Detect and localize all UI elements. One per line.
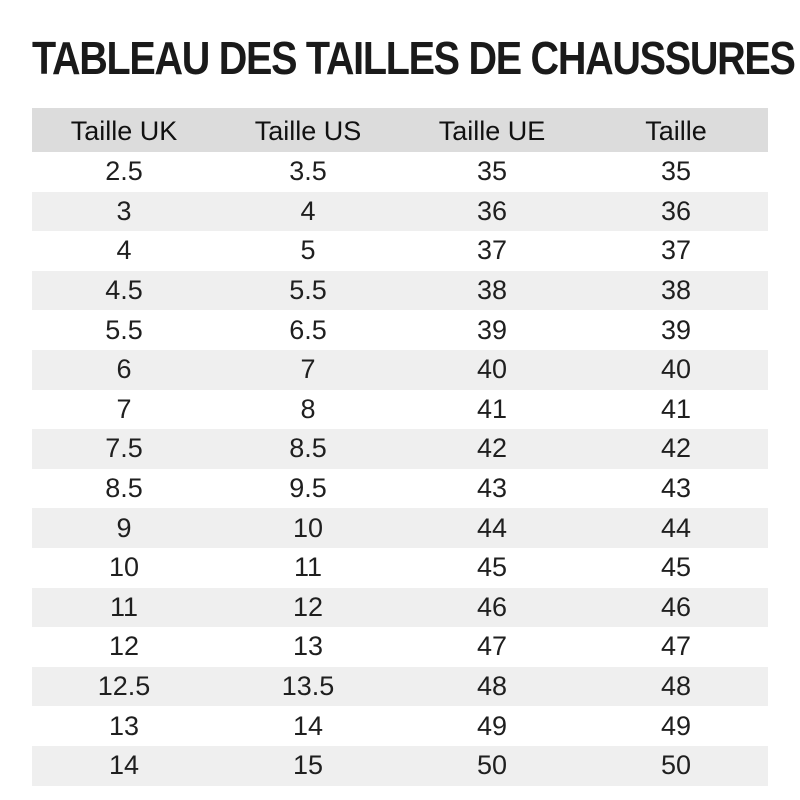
cell-size: 38 — [660, 275, 692, 306]
cell-uk: 3 — [116, 195, 132, 226]
table-row — [32, 350, 768, 390]
table-row — [32, 548, 768, 588]
cell-us: 3.5 — [289, 156, 327, 187]
cell-eu: 43 — [476, 473, 508, 504]
table-row — [32, 390, 768, 430]
cell-uk: 11 — [109, 591, 139, 622]
cell-eu: 36 — [476, 195, 508, 226]
cell-us: 8.5 — [289, 433, 327, 464]
cell-size: 37 — [660, 235, 692, 266]
cell-eu: 37 — [476, 235, 508, 266]
table-row — [32, 192, 768, 232]
table-row — [32, 627, 768, 667]
cell-us: 9.5 — [289, 473, 327, 504]
cell-size: 45 — [660, 552, 692, 583]
cell-us: 5.5 — [289, 275, 327, 306]
cell-uk: 10 — [108, 552, 140, 583]
page-title: TABLEAU DES TAILLES DE CHAUSSURES — [32, 32, 795, 84]
cell-us: 10 — [292, 512, 324, 543]
cell-us: 15 — [292, 750, 324, 781]
cell-eu: 47 — [476, 631, 508, 662]
cell-eu: 40 — [476, 354, 508, 385]
cell-size: 43 — [660, 473, 692, 504]
column-header-us: Taille US — [254, 115, 362, 146]
cell-eu: 41 — [476, 393, 508, 424]
table-row — [32, 231, 768, 271]
cell-uk: 5.5 — [105, 314, 143, 345]
cell-us: 11 — [293, 552, 323, 583]
cell-uk: 8.5 — [105, 473, 143, 504]
cell-eu: 42 — [476, 433, 508, 464]
table-row — [32, 746, 768, 786]
cell-eu: 39 — [476, 314, 508, 345]
table-row — [32, 271, 768, 311]
cell-us: 13 — [292, 631, 324, 662]
cell-us: 12 — [292, 591, 324, 622]
table-row — [32, 706, 768, 746]
cell-uk: 7.5 — [105, 433, 143, 464]
table-row — [32, 310, 768, 350]
cell-uk: 7 — [116, 393, 132, 424]
cell-uk: 12 — [108, 631, 140, 662]
cell-size: 40 — [660, 354, 692, 385]
table-row — [32, 588, 768, 628]
cell-eu: 46 — [476, 591, 508, 622]
cell-eu: 48 — [476, 671, 508, 702]
cell-size: 50 — [660, 750, 692, 781]
table-row — [32, 508, 768, 548]
cell-uk: 2.5 — [105, 156, 143, 187]
cell-uk: 4.5 — [105, 275, 143, 306]
column-header-uk: Taille UK — [70, 115, 178, 146]
cell-size: 48 — [660, 671, 692, 702]
cell-us: 7 — [300, 354, 316, 385]
table-row — [32, 429, 768, 469]
cell-uk: 12.5 — [97, 671, 151, 702]
cell-eu: 50 — [476, 750, 508, 781]
cell-us: 4 — [300, 195, 316, 226]
cell-eu: 49 — [476, 710, 508, 741]
cell-size: 41 — [660, 393, 692, 424]
column-header-size: Taille — [645, 115, 707, 146]
cell-us: 6.5 — [289, 314, 327, 345]
cell-size: 46 — [660, 591, 692, 622]
cell-us: 13.5 — [281, 671, 335, 702]
cell-uk: 4 — [116, 235, 132, 266]
cell-size: 47 — [660, 631, 692, 662]
cell-uk: 13 — [108, 710, 140, 741]
table-row — [32, 152, 768, 192]
cell-uk: 9 — [116, 512, 132, 543]
size-chart-table — [32, 108, 768, 786]
cell-us: 14 — [292, 710, 324, 741]
cell-eu: 38 — [476, 275, 508, 306]
cell-size: 44 — [660, 512, 692, 543]
table-body — [32, 152, 768, 786]
cell-eu: 35 — [476, 156, 508, 187]
cell-uk: 14 — [108, 750, 140, 781]
column-header-eu: Taille UE — [438, 115, 546, 146]
cell-size: 35 — [660, 156, 692, 187]
table-row — [32, 469, 768, 509]
table-header-row — [32, 108, 768, 152]
cell-eu: 45 — [476, 552, 508, 583]
cell-size: 36 — [660, 195, 692, 226]
cell-size: 49 — [660, 710, 692, 741]
cell-size: 42 — [660, 433, 692, 464]
cell-us: 5 — [300, 235, 316, 266]
cell-uk: 6 — [116, 354, 132, 385]
cell-us: 8 — [300, 393, 316, 424]
table-row — [32, 667, 768, 707]
cell-eu: 44 — [476, 512, 508, 543]
cell-size: 39 — [660, 314, 692, 345]
